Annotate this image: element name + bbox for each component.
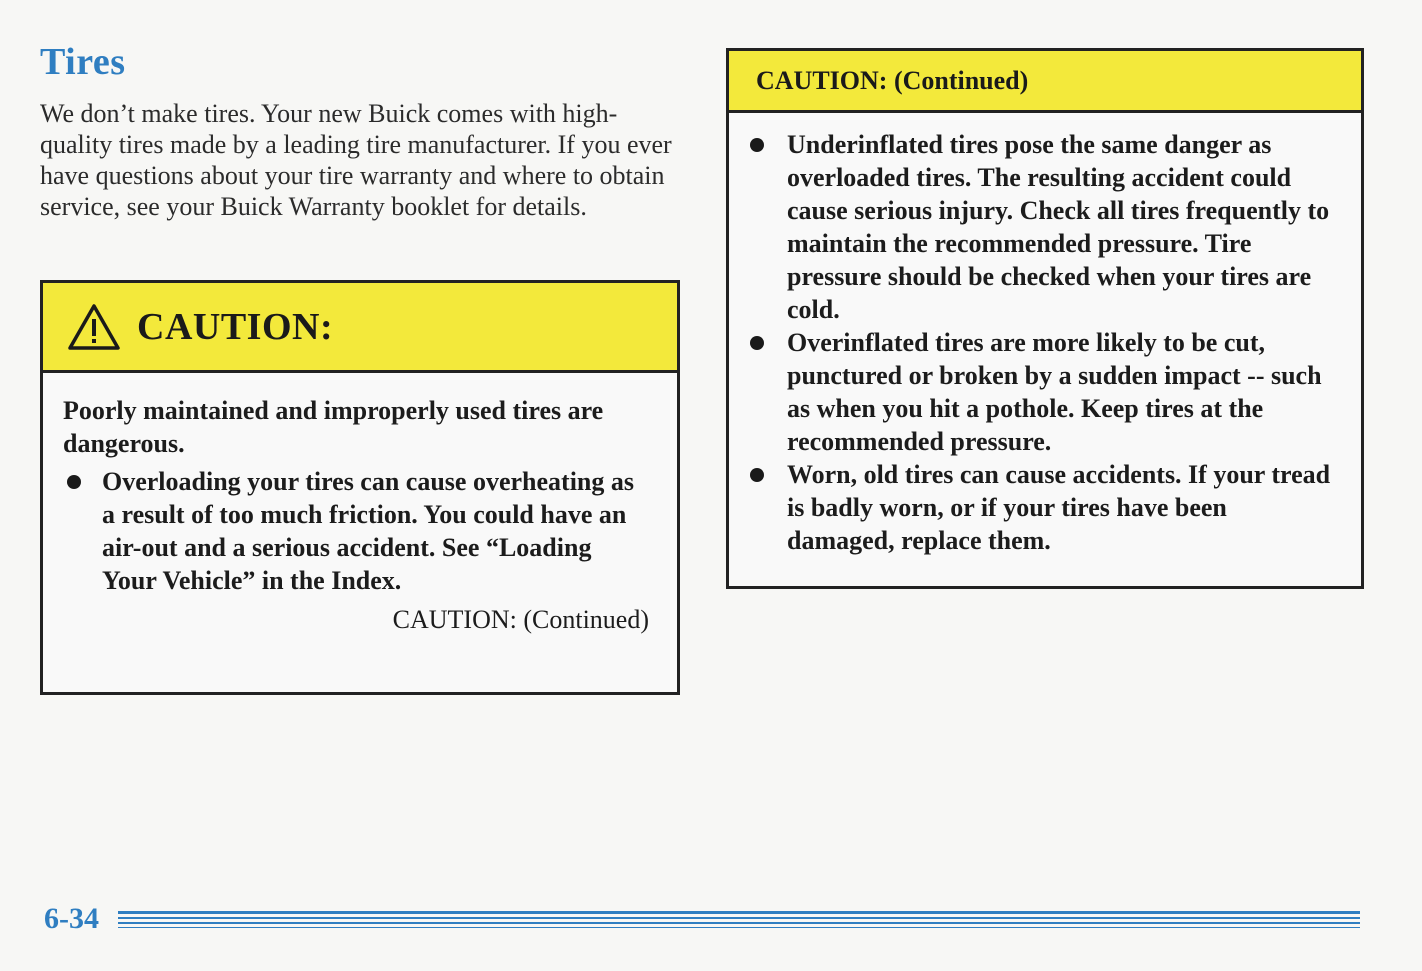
caution-bullet-text: Overinflated tires are more likely to be cut, punctured or broken by a sudden impact -- such as when you hit a pothole. Keep tires at the recommended pressure. [787,328,1322,456]
caution-continued-body [729,113,1361,557]
caution-title: CAUTION: [137,305,334,348]
caution-bullet-text: Underinflated tires pose the same danger as overloaded tires. The resulting accident could cause serious injury. Check all tires frequently to maintain the recommended pressure. Tire pressure should be checked when your tires are cold. [787,130,1330,324]
footer-rule [118,911,1360,929]
caution-box [40,280,680,695]
caution-bullet-list [63,465,651,597]
caution-bullet [746,326,1337,458]
bullet-icon [750,468,764,482]
caution-bullet [746,128,1337,326]
intro-paragraph: We don’t make tires. Your new Buick comes with high-quality tires made by a leading tire manufacturer. If you ever have questions about your tire warranty and where to obtain service, see your Buick Warranty booklet for details. [40,99,672,221]
page-number: 6-34 [44,902,99,935]
page-title: Tires [40,41,126,83]
warning-triangle-icon [67,303,121,351]
caution-bullet-text: Overloading your tires can cause overheating as a result of too much friction. You could have an air-out and a serious accident. See “Loading Your Vehicle” in the Index. [102,467,635,595]
caution-lead: Poorly maintained and improperly used tires are dangerous. [63,396,604,458]
caution-body [43,373,677,636]
bullet-icon [750,138,764,152]
caution-continued-title: CAUTION: (Continued) [756,65,1029,95]
caution-header [43,283,677,373]
caution-continued-box [726,48,1364,589]
caution-continued-label: CAUTION: (Continued) [392,605,649,634]
caution-bullet [746,458,1337,557]
bullet-icon [750,336,764,350]
bullet-icon [67,475,81,489]
caution-continued-bullet-list [746,128,1337,557]
caution-bullet-text: Worn, old tires can cause accidents. If your tread is badly worn, or if your tires have been damaged, replace them. [787,460,1331,555]
caution-continued-header [729,51,1361,113]
caution-bullet [63,465,651,597]
